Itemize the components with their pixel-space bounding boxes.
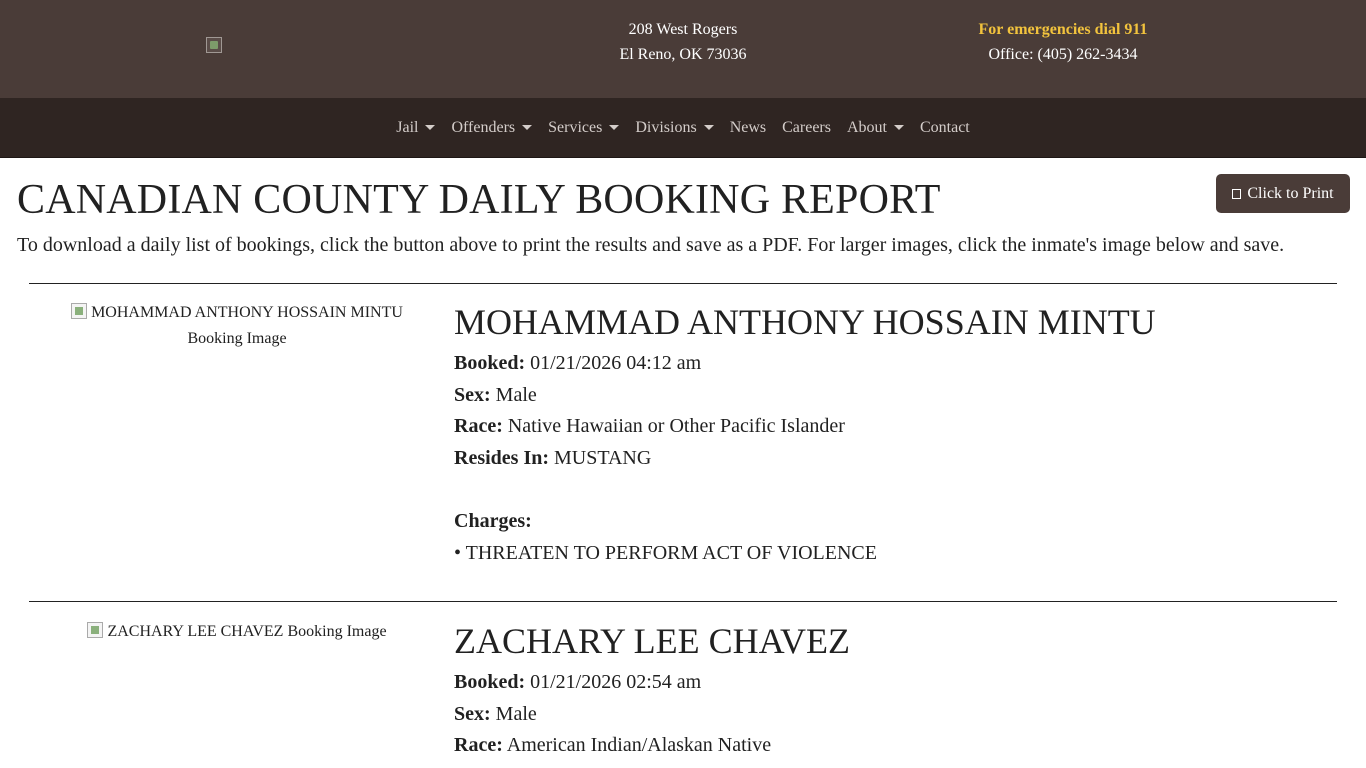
inmate-name: ZACHARY LEE CHAVEZ [454,621,850,661]
nav-item-label: News [729,118,767,136]
nav-item-label: About [846,118,887,136]
booking-info [454,619,850,762]
site-header [0,0,1366,98]
divider [29,283,1337,284]
sex-field [454,699,850,731]
race-label: Race: [454,415,503,437]
charges-label: Charges: [454,510,532,532]
caret-down-icon [522,125,532,130]
booked-field [454,667,850,699]
address-line-2: El Reno, OK 73036 [619,46,747,63]
caret-down-icon [609,125,619,130]
booked-label: Booked: [454,671,526,693]
nav-item-careers[interactable] [774,119,839,137]
nav-item-divisions[interactable] [627,119,721,137]
caret-down-icon [894,125,904,130]
nav-item-label: Contact [919,118,970,136]
address-line-1: 208 West Rogers [628,21,738,38]
race-label: Race: [454,734,503,756]
booking-image-alt: ZACHARY LEE CHAVEZ Booking Image [107,623,387,640]
header-address [600,17,766,67]
booked-value: 01/21/2026 02:54 am [530,671,702,693]
booking-image[interactable] [45,619,429,645]
print-button-label: Click to Print [1247,184,1334,202]
booking-image[interactable] [45,300,429,352]
nav-item-offenders[interactable] [443,119,540,137]
divider [29,601,1337,602]
booked-field [454,348,1156,380]
print-icon [1232,189,1241,199]
nav-item-label: Divisions [635,118,697,136]
intro-text: To download a daily list of bookings, click the button above to print the results and save as a PDF. For larger images, click the inmate's image below and save. [17,234,1285,256]
nav-item-jail[interactable] [388,119,443,137]
booking-image-alt: MOHAMMAD ANTHONY HOSSAIN MINTU Booking Image [91,304,403,347]
caret-down-icon [425,125,435,130]
booked-value: 01/21/2026 04:12 am [530,352,702,374]
nav-item-news[interactable] [722,119,774,137]
charges-field [454,506,1156,538]
nav-item-label: Jail [396,118,419,136]
nav-item-about[interactable] [839,119,912,137]
broken-image-icon [71,303,87,319]
caret-down-icon [704,125,714,130]
nav-item-label: Careers [782,118,831,136]
office-phone[interactable]: Office: (405) 262-3434 [988,46,1138,63]
nav-item-services[interactable] [540,119,627,137]
nav-item-label: Services [548,118,603,136]
race-field [454,411,1156,443]
sex-value: Male [495,383,537,406]
broken-image-icon [87,622,103,638]
race-field [454,730,850,762]
sex-label: Sex: [454,383,491,406]
sex-field [454,380,1156,412]
resides-field [454,443,1156,475]
sex-value: Male [495,702,537,725]
race-value: Native Hawaiian or Other Pacific Islander [507,415,845,437]
logo-broken-image-icon[interactable] [206,37,222,53]
resides-value: MUSTANG [554,446,652,469]
nav-item-contact[interactable] [912,119,978,137]
page-title: CANADIAN COUNTY DAILY BOOKING REPORT [17,177,941,223]
booking-info [454,300,1156,569]
inmate-name: MOHAMMAD ANTHONY HOSSAIN MINTU [454,302,1156,342]
booked-label: Booked: [454,352,526,374]
race-value: American Indian/Alaskan Native [506,734,772,756]
print-button[interactable] [1216,174,1350,213]
main-nav [0,98,1366,158]
emergency-text: For emergencies dial 911 [978,21,1148,38]
sex-label: Sex: [454,702,491,725]
nav-item-label: Offenders [451,118,516,136]
header-contact [960,17,1166,67]
resides-label: Resides In: [454,446,550,469]
charge-item: • THREATEN TO PERFORM ACT OF VIOLENCE [454,541,877,564]
